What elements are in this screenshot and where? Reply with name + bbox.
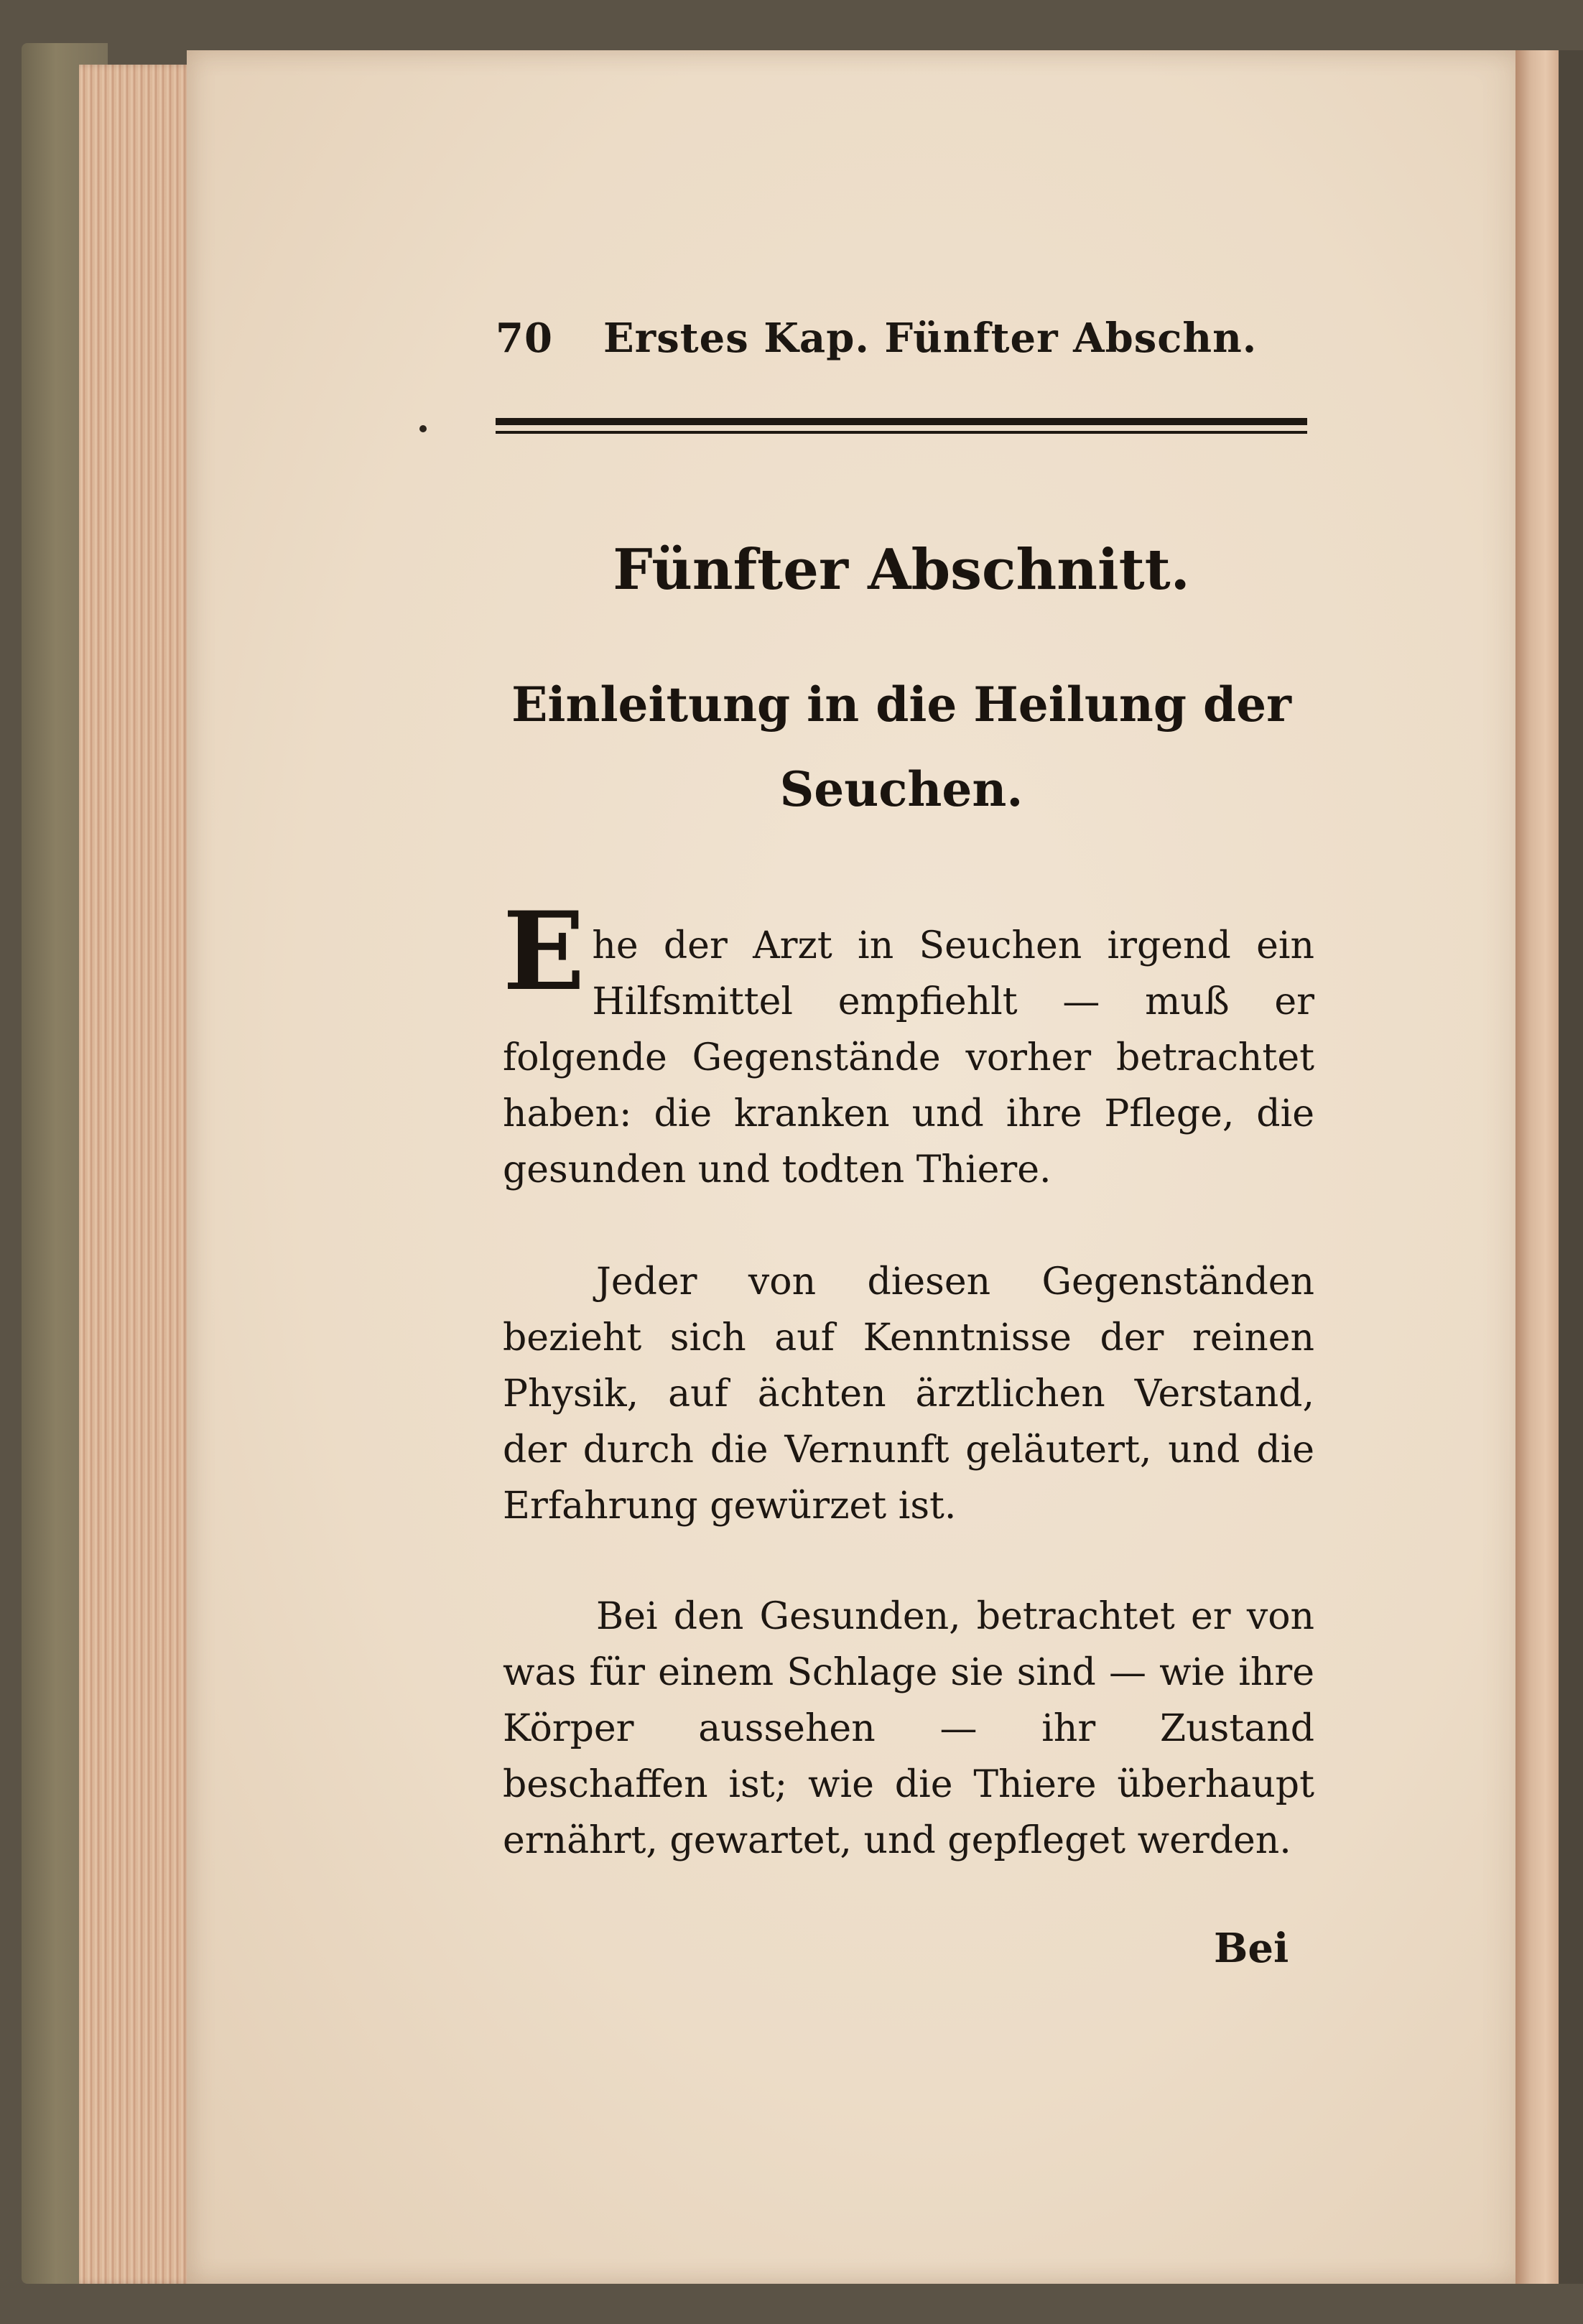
section-title: Fünfter Abschnitt. (613, 537, 1190, 603)
running-title: Erstes Kap. Fünfter Abschn. (603, 315, 1258, 362)
paragraph-2 (503, 1254, 1314, 1534)
catchword: Bei (1214, 1925, 1289, 1972)
header-rule (496, 418, 1307, 434)
paragraph-1-text: he der Arzt in Seuchen irgend ein Hilfsmittel empfiehlt — muß er folgende Gegenstände vorher betrachtet haben: die kranken und ihre Pflege, die gesunden und todten Thiere. (503, 924, 1314, 1191)
drop-cap: E (503, 888, 585, 1015)
background-edge (1559, 50, 1583, 2284)
paragraph-1 (503, 888, 1314, 1198)
paragraph-3 (503, 1589, 1314, 1869)
page-edges (79, 65, 194, 2284)
paragraph-2-text: Jeder von diesen Gegenständen bezieht sich auf Kenntnisse der reinen Physik, auf ächten ärztlichen Verstand, der durch die Vernunft geläutert, und die Erfahrung gewürzet ist. (503, 1260, 1314, 1528)
paragraph-3-text: Bei den Gesunden, betrachtet er von was für einem Schlage sie sind — wie ihre Körper aussehen — ihr Zustand beschaffen ist; wie die Thiere überhaupt ernährt, gewartet, und gepfleget werden. (503, 1595, 1314, 1862)
running-header (496, 315, 1307, 372)
page-number: 70 (496, 315, 553, 362)
ink-dot (419, 425, 427, 432)
section-subtitle: Einleitung in die Heilung der Seuchen. (511, 677, 1291, 817)
